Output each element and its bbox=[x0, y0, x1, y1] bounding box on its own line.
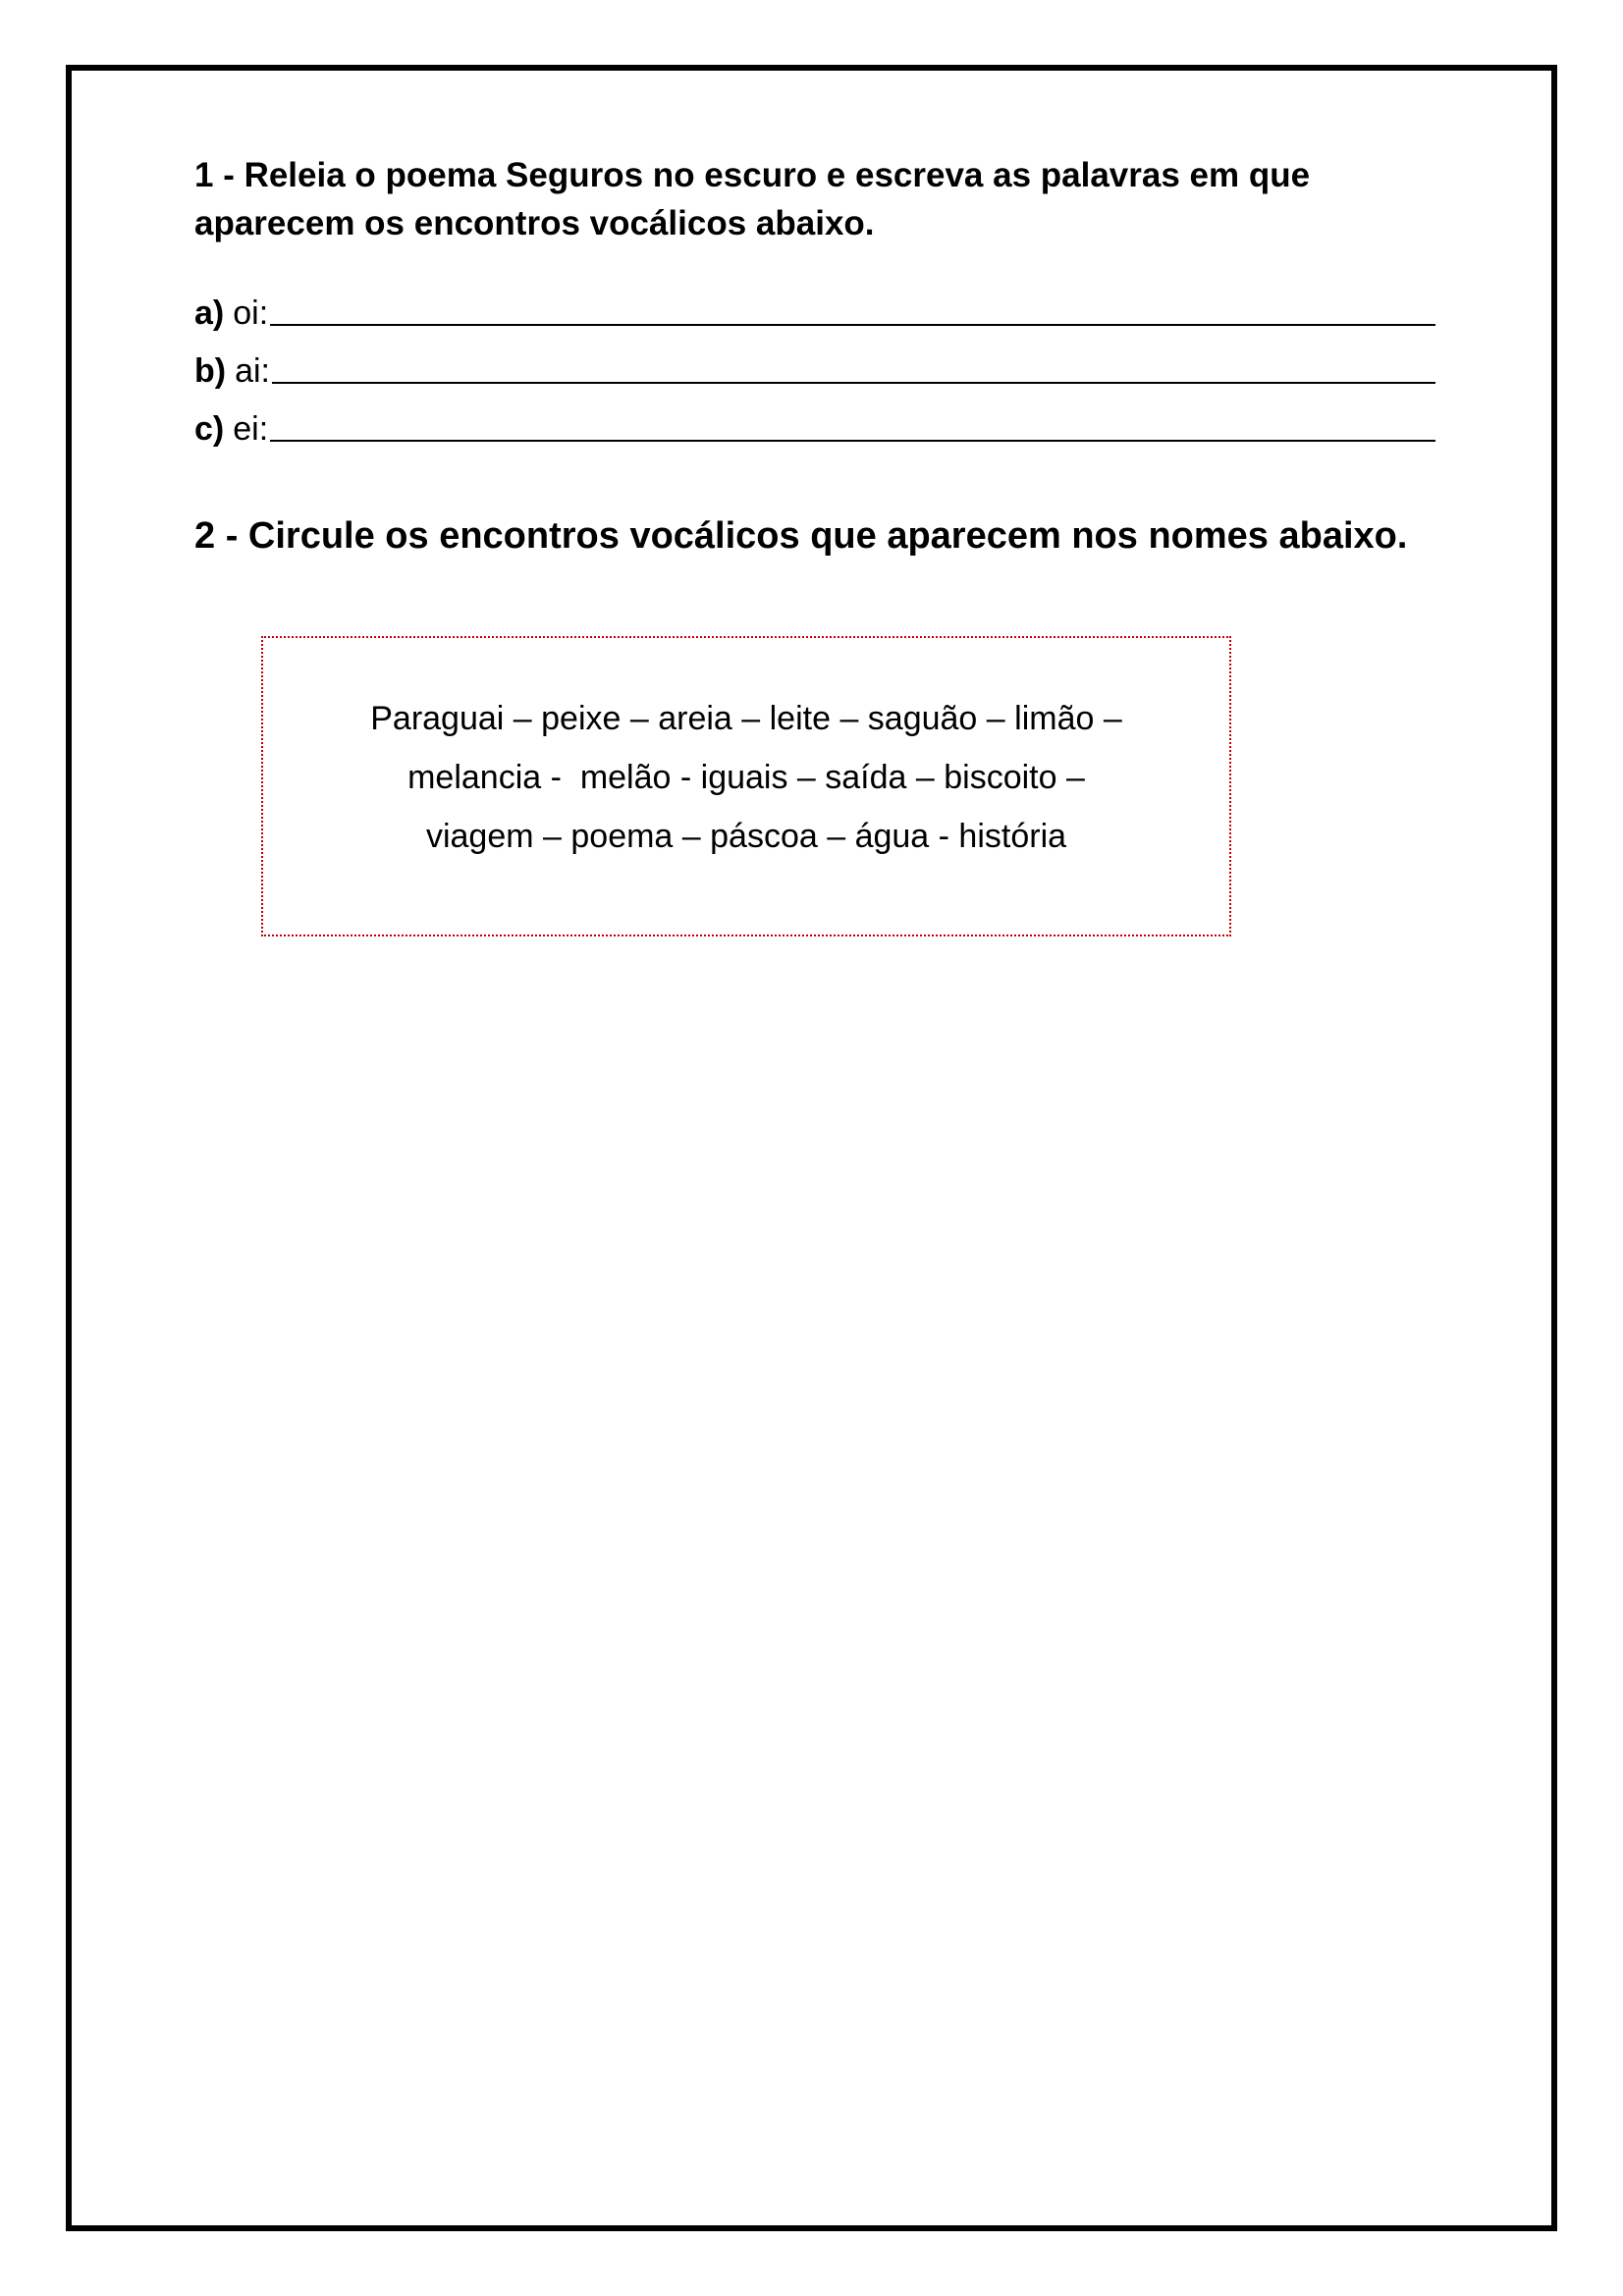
answer-line-ai bbox=[194, 348, 1435, 394]
question-1-title: 1 - Releia o poema Seguros no escuro e escreva as palavras em que aparecem os encontros vocálicos abaixo. bbox=[194, 156, 1311, 242]
word-list-line: melancia - melão - iguais – saída – biscoito – bbox=[407, 759, 1085, 796]
item-letter: b) bbox=[194, 352, 227, 390]
answer-line-oi bbox=[194, 291, 1435, 336]
word-list-line: Paraguai – peixe – areia – leite – saguão – limão – bbox=[370, 700, 1122, 737]
word-list-box bbox=[261, 636, 1231, 936]
item-label: ei: bbox=[233, 410, 269, 448]
item-label: ai: bbox=[235, 352, 271, 390]
answer-blank-ei[interactable] bbox=[270, 406, 1435, 442]
item-label: oi: bbox=[233, 294, 269, 332]
item-letter: a) bbox=[194, 294, 225, 332]
word-list-line: viagem – poema – páscoa – água - história bbox=[425, 818, 1067, 855]
answer-blank-ai[interactable] bbox=[272, 348, 1435, 384]
answer-blank-oi[interactable] bbox=[270, 291, 1435, 326]
question-2-title: 2 - Circule os encontros vocálicos que aparecem nos nomes abaixo. bbox=[194, 515, 1408, 557]
item-letter: c) bbox=[194, 410, 225, 448]
answer-line-ei bbox=[194, 406, 1435, 452]
